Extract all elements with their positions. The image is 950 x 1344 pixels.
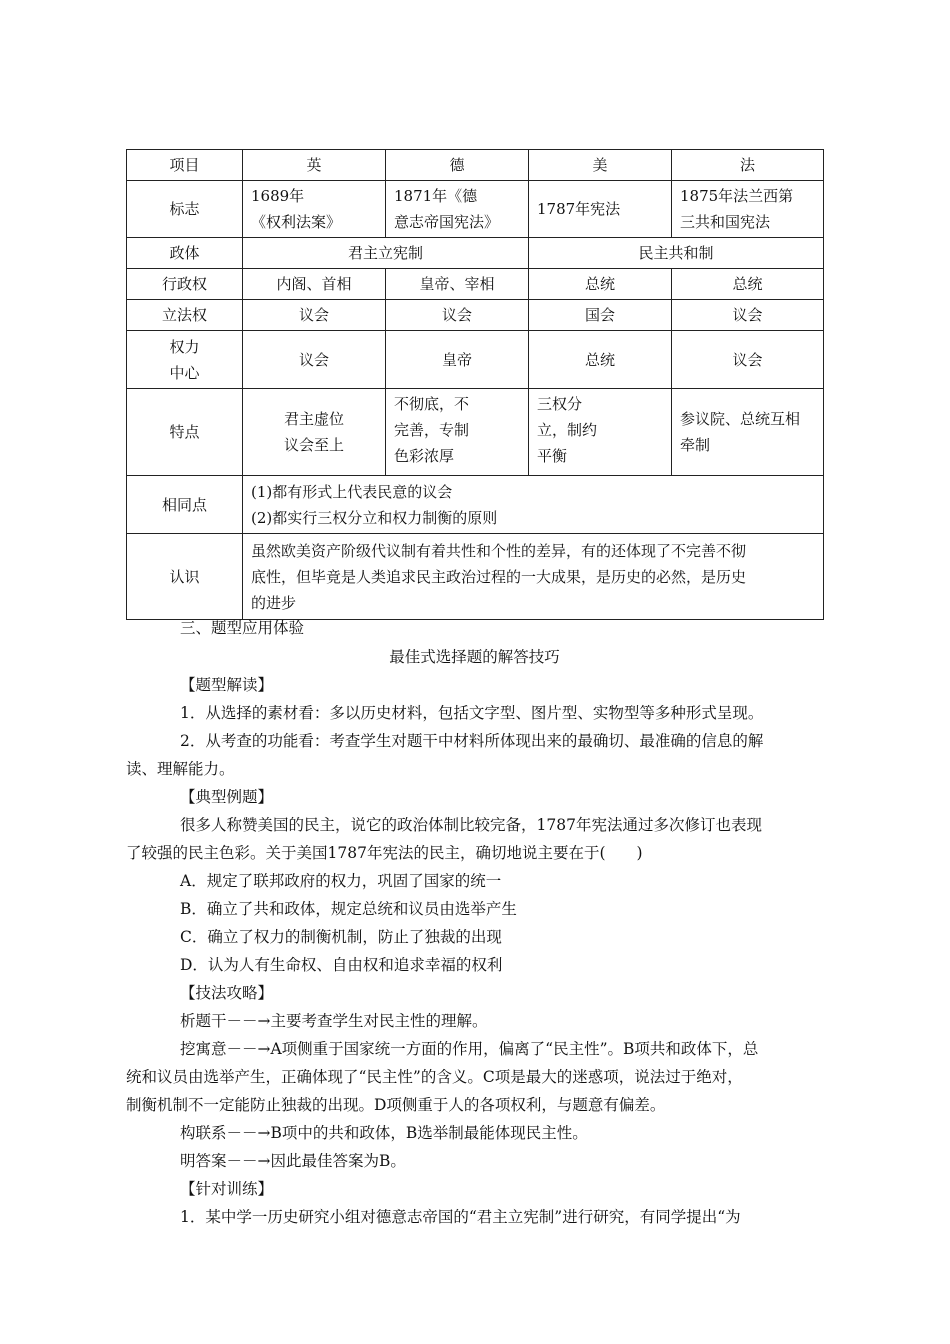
table-cell — [243, 389, 386, 476]
subheading-xunlian: 【针对训练】 — [180, 1180, 274, 1198]
strategy-step: 构联系－－→B项中的共和政体，B选举制最能体现民主性。 — [180, 1124, 588, 1142]
cell-line: 不彻底，不 — [394, 395, 470, 413]
row-label — [127, 331, 243, 389]
table-row-lifa — [127, 300, 824, 331]
cell-line: 的进步 — [251, 593, 297, 612]
strategy-step: 制衡机制不一定能防止独裁的出现。D项侧重于人的各项权利，与题意有偏差。 — [126, 1096, 666, 1114]
table-row-zhengti — [127, 238, 824, 269]
strategy-step: 统和议员由选举产生，正确体现了“民主性”的含义。C项是最大的迷惑项，说法过于绝对， — [126, 1068, 743, 1086]
option-c: C．确立了权力的制衡机制，防止了独裁的出现 — [180, 928, 502, 946]
strategy-step: 明答案－－→因此最佳答案为B。 — [180, 1152, 406, 1170]
table-cell — [243, 476, 824, 534]
table-cell: 议会 — [386, 300, 529, 331]
table-row-xingzheng — [127, 269, 824, 300]
cell-line: 中心 — [169, 363, 200, 382]
cell-line: 1689年 — [251, 187, 305, 205]
table-cell: 总统 — [672, 269, 824, 300]
cell-line: 三权分 — [537, 395, 583, 413]
table-row-quanli — [127, 331, 824, 389]
cell-line: 君主虚位 — [283, 410, 344, 428]
cell-line: 底性，但毕竟是人类追求民主政治过程的一大成果，是历史的必然，是历史 — [251, 567, 747, 586]
row-label: 政体 — [127, 238, 243, 269]
option-b: B．确立了共和政体，规定总统和议员由选举产生 — [180, 900, 517, 918]
table-cell: 国会 — [529, 300, 672, 331]
table-cell — [672, 181, 824, 238]
cell-line: 三共和国宪法 — [680, 213, 771, 231]
table-cell — [386, 389, 529, 476]
cell-line: 立，制约 — [537, 421, 598, 439]
table-cell — [243, 181, 386, 238]
table-row-renshi — [127, 534, 824, 620]
strategy-step: 挖寓意－－→A项侧重于国家统一方面的作用，偏离了“民主性”。B项共和政体下，总 — [180, 1040, 759, 1058]
option-a: A．规定了联邦政府的权力，巩固了国家的统一 — [180, 872, 502, 890]
cell-line: 色彩浓厚 — [394, 447, 455, 465]
cell-line: 权力 — [169, 337, 200, 356]
table-cell: 总统 — [529, 269, 672, 300]
cell-line: 《权利法案》 — [251, 213, 342, 231]
header-cell: 项目 — [127, 150, 243, 181]
question-stem: 很多人称赞美国的民主，说它的政治体制比较完备，1787年宪法通过多次修订也表现 — [180, 816, 762, 834]
strategy-step: 析题干－－→主要考查学生对民主性的理解。 — [180, 1012, 488, 1030]
table-cell: 1787年宪法 — [529, 181, 672, 238]
row-label: 行政权 — [127, 269, 243, 300]
row-label: 标志 — [127, 181, 243, 238]
subheading-jifa: 【技法攻略】 — [180, 984, 274, 1002]
cell-line: 意志帝国宪法》 — [394, 213, 500, 231]
table-cell: 议会 — [672, 300, 824, 331]
section-title: 最佳式选择题的解答技巧 — [389, 648, 560, 666]
table-header-row — [127, 150, 824, 181]
table-cell: 议会 — [243, 331, 386, 389]
cell-line: (2)都实行三权分立和权力制衡的原则 — [251, 508, 498, 527]
table-row-biaozhi — [127, 181, 824, 238]
cell-line: 1875年法兰西第 — [680, 187, 794, 205]
comparison-table — [126, 149, 824, 620]
table-cell: 议会 — [672, 331, 824, 389]
question-stem: 了较强的民主色彩。关于美国1787年宪法的民主，确切地说主要在于( ) — [126, 844, 643, 862]
table-row-tedian — [127, 389, 824, 476]
header-cell: 美 — [529, 150, 672, 181]
training-question: 1．某中学一历史研究小组对德意志帝国的“君主立宪制”进行研究，有同学提出“为 — [180, 1208, 741, 1226]
table-cell: 议会 — [243, 300, 386, 331]
row-label: 立法权 — [127, 300, 243, 331]
paragraph: 2．从考查的功能看：考查学生对题干中材料所体现出来的最确切、最准确的信息的解 — [180, 732, 764, 750]
cell-line: 牵制 — [680, 436, 711, 454]
table-row-xiangtong — [127, 476, 824, 534]
table-cell: 皇帝、宰相 — [386, 269, 529, 300]
cell-line: 1871年《德 — [394, 187, 478, 205]
subheading-lili: 【典型例题】 — [180, 788, 274, 806]
row-label: 特点 — [127, 389, 243, 476]
cell-line: 平衡 — [537, 447, 568, 465]
table-cell — [529, 389, 672, 476]
header-cell: 法 — [672, 150, 824, 181]
table-cell — [243, 534, 824, 620]
table-cell: 内阁、首相 — [243, 269, 386, 300]
table-cell — [386, 181, 529, 238]
section-heading: 三、题型应用体验 — [180, 619, 305, 637]
subheading-jiedu: 【题型解读】 — [180, 676, 274, 694]
paragraph: 读、理解能力。 — [126, 760, 235, 778]
table-cell: 总统 — [529, 331, 672, 389]
table-cell: 民主共和制 — [529, 238, 824, 269]
header-cell: 英 — [243, 150, 386, 181]
row-label: 认识 — [127, 534, 243, 620]
header-cell: 德 — [386, 150, 529, 181]
table-cell: 皇帝 — [386, 331, 529, 389]
row-label: 相同点 — [127, 476, 243, 534]
cell-line: 完善，专制 — [394, 421, 470, 439]
table-cell: 君主立宪制 — [243, 238, 529, 269]
cell-line: 虽然欧美资产阶级代议制有着共性和个性的差异，有的还体现了不完善不彻 — [251, 541, 747, 560]
table-cell — [672, 389, 824, 476]
cell-line: 参议院、总统互相 — [680, 410, 801, 428]
paragraph: 1．从选择的素材看：多以历史材料，包括文字型、图片型、实物型等多种形式呈现。 — [180, 704, 764, 722]
cell-line: 议会至上 — [283, 436, 344, 454]
cell-line: (1)都有形式上代表民意的议会 — [251, 482, 453, 501]
option-d: D．认为人有生命权、自由权和追求幸福的权利 — [180, 956, 503, 974]
